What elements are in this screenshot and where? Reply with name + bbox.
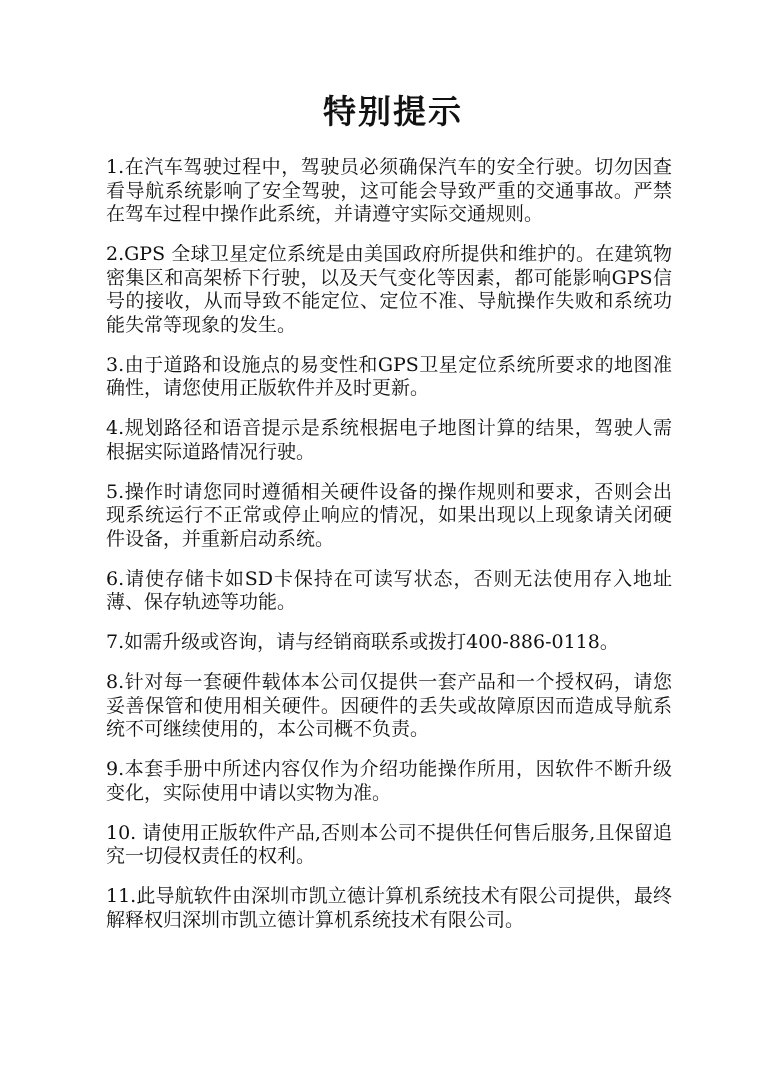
notice-list <box>106 156 672 932</box>
notice-item-8: 8.针对每一套硬件载体本公司仅提供一套产品和一个授权码，请您妥善保管和使用相关硬件。因硬件的丢失或故障原因而造成导航系统不可继续使用的，本公司概不负责。 <box>106 671 672 740</box>
notice-item-2: 2.GPS 全球卫星定位系统是由美国政府所提供和维护的。在建筑物密集区和高架桥下行驶，以及天气变化等因素，都可能影响GPS信号的接收，从而导致不能定位、定位不准、导航操作失败和系统功能失常等现象的发生。 <box>106 243 672 336</box>
notice-item-6: 6.请使存储卡如SD卡保持在可读写状态，否则无法使用存入地址薄、保存轨迹等功能。 <box>106 567 672 613</box>
notice-item-4: 4.规划路径和语音提示是系统根据电子地图计算的结果，驾驶人需根据实际道路情况行驶。 <box>106 417 672 463</box>
notice-item-3: 3.由于道路和设施点的易变性和GPS卫星定位系统所要求的地图准确性，请您使用正版软件并及时更新。 <box>106 353 672 399</box>
notice-item-1: 1.在汽车驾驶过程中，驾驶员必须确保汽车的安全行驶。切勿因查看导航系统影响了安全驾驶，这可能会导致严重的交通事故。严禁在驾车过程中操作此系统，并请遵守实际交通规则。 <box>106 156 672 225</box>
notice-item-7: 7.如需升级或咨询，请与经销商联系或拨打400-886-0118。 <box>106 631 619 653</box>
notice-item-5: 5.操作时请您同时遵循相关硬件设备的操作规则和要求，否则会出现系统运行不正常或停止响应的情况，如果出现以上现象请关闭硬件设备，并重新启动系统。 <box>106 480 672 550</box>
notice-item-9: 9.本套手册中所述内容仅作为介绍功能操作所用，因软件不断升级变化，实际使用中请以实物为准。 <box>106 758 672 804</box>
notice-item-10: 10. 请使用正版软件产品,否则本公司不提供任何售后服务,且保留追究一切侵权责任的权利。 <box>106 821 672 867</box>
page-title: 特别提示 <box>323 92 463 131</box>
notice-item-11: 11.此导航软件由深圳市凯立德计算机系统技术有限公司提供，最终解释权归深圳市凯立德计算机系统技术有限公司。 <box>106 885 672 931</box>
